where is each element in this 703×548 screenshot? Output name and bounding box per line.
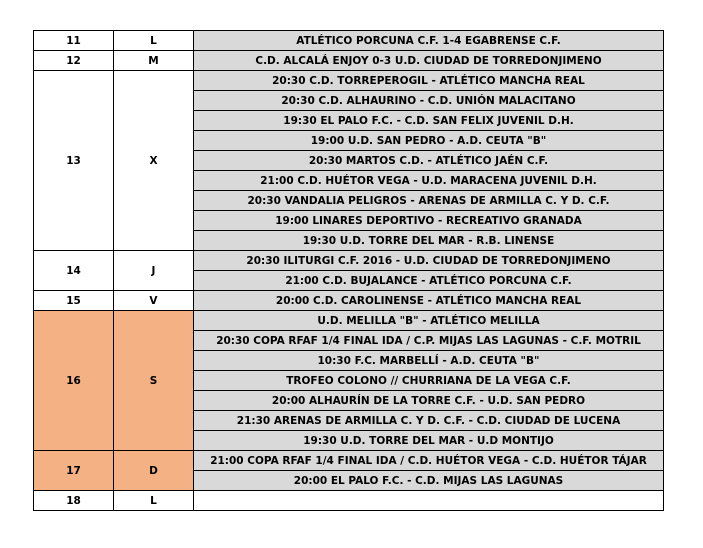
- schedule-row: [34, 71, 664, 91]
- match-event-cell: C.D. ALCALÁ ENJOY 0-3 U.D. CIUDAD DE TORREDONJIMENO: [194, 51, 664, 71]
- weekday-cell: L: [114, 31, 194, 51]
- match-event-cell: 20:00 EL PALO F.C. - C.D. MIJAS LAS LAGUNAS: [194, 471, 664, 491]
- match-event-cell: 20:30 MARTOS C.D. - ATLÉTICO JAÉN C.F.: [194, 151, 664, 171]
- schedule-table: [33, 30, 664, 511]
- match-event-cell: ATLÉTICO PORCUNA C.F. 1-4 EGABRENSE C.F.: [194, 31, 664, 51]
- match-event-cell: 19:30 U.D. TORRE DEL MAR - R.B. LINENSE: [194, 231, 664, 251]
- match-event-cell: 20:30 ILITURGI C.F. 2016 - U.D. CIUDAD DE TORREDONJIMENO: [194, 251, 664, 271]
- schedule-row: [34, 251, 664, 271]
- match-event-cell: 21:00 C.D. HUÉTOR VEGA - U.D. MARACENA JUVENIL D.H.: [194, 171, 664, 191]
- weekday-cell: S: [114, 311, 194, 451]
- weekday-cell: M: [114, 51, 194, 71]
- schedule-row: [34, 31, 664, 51]
- match-event-cell: 10:30 F.C. MARBELLÍ - A.D. CEUTA "B": [194, 351, 664, 371]
- day-number-cell: 17: [34, 451, 114, 491]
- weekday-cell: D: [114, 451, 194, 491]
- match-event-cell: 20:30 COPA RFAF 1/4 FINAL IDA / C.P. MIJAS LAS LAGUNAS - C.F. MOTRIL: [194, 331, 664, 351]
- match-event-cell: 20:00 ALHAURÍN DE LA TORRE C.F. - U.D. SAN PEDRO: [194, 391, 664, 411]
- day-number-cell: 14: [34, 251, 114, 291]
- match-event-cell: 20:30 VANDALIA PELIGROS - ARENAS DE ARMILLA C. Y D. C.F.: [194, 191, 664, 211]
- match-event-cell: TROFEO COLONO // CHURRIANA DE LA VEGA C.F.: [194, 371, 664, 391]
- match-event-cell: 21:30 ARENAS DE ARMILLA C. Y D. C.F. - C.D. CIUDAD DE LUCENA: [194, 411, 664, 431]
- schedule-row: [34, 51, 664, 71]
- match-event-cell: 20:30 C.D. TORREPEROGIL - ATLÉTICO MANCHA REAL: [194, 71, 664, 91]
- day-number-cell: 12: [34, 51, 114, 71]
- day-number-cell: 11: [34, 31, 114, 51]
- schedule-row: [34, 311, 664, 331]
- empty-event-cell: [194, 491, 664, 511]
- weekday-cell: L: [114, 491, 194, 511]
- schedule-row: [34, 291, 664, 311]
- schedule-row: [34, 451, 664, 471]
- match-event-cell: 19:30 EL PALO F.C. - C.D. SAN FELIX JUVENIL D.H.: [194, 111, 664, 131]
- day-number-cell: 18: [34, 491, 114, 511]
- weekday-cell: V: [114, 291, 194, 311]
- match-event-cell: 19:00 LINARES DEPORTIVO - RECREATIVO GRANADA: [194, 211, 664, 231]
- match-event-cell: 21:00 COPA RFAF 1/4 FINAL IDA / C.D. HUÉTOR VEGA - C.D. HUÉTOR TÁJAR: [194, 451, 664, 471]
- match-event-cell: 20:30 C.D. ALHAURINO - C.D. UNIÓN MALACITANO: [194, 91, 664, 111]
- match-event-cell: 20:00 C.D. CAROLINENSE - ATLÉTICO MANCHA REAL: [194, 291, 664, 311]
- match-event-cell: U.D. MELILLA "B" - ATLÉTICO MELILLA: [194, 311, 664, 331]
- weekday-cell: X: [114, 71, 194, 251]
- schedule-row: [34, 491, 664, 511]
- match-event-cell: 21:00 C.D. BUJALANCE - ATLÉTICO PORCUNA C.F.: [194, 271, 664, 291]
- day-number-cell: 15: [34, 291, 114, 311]
- match-event-cell: 19:30 U.D. TORRE DEL MAR - U.D MONTIJO: [194, 431, 664, 451]
- day-number-cell: 13: [34, 71, 114, 251]
- day-number-cell: 16: [34, 311, 114, 451]
- schedule-body: [34, 31, 664, 511]
- match-event-cell: 19:00 U.D. SAN PEDRO - A.D. CEUTA "B": [194, 131, 664, 151]
- weekday-cell: J: [114, 251, 194, 291]
